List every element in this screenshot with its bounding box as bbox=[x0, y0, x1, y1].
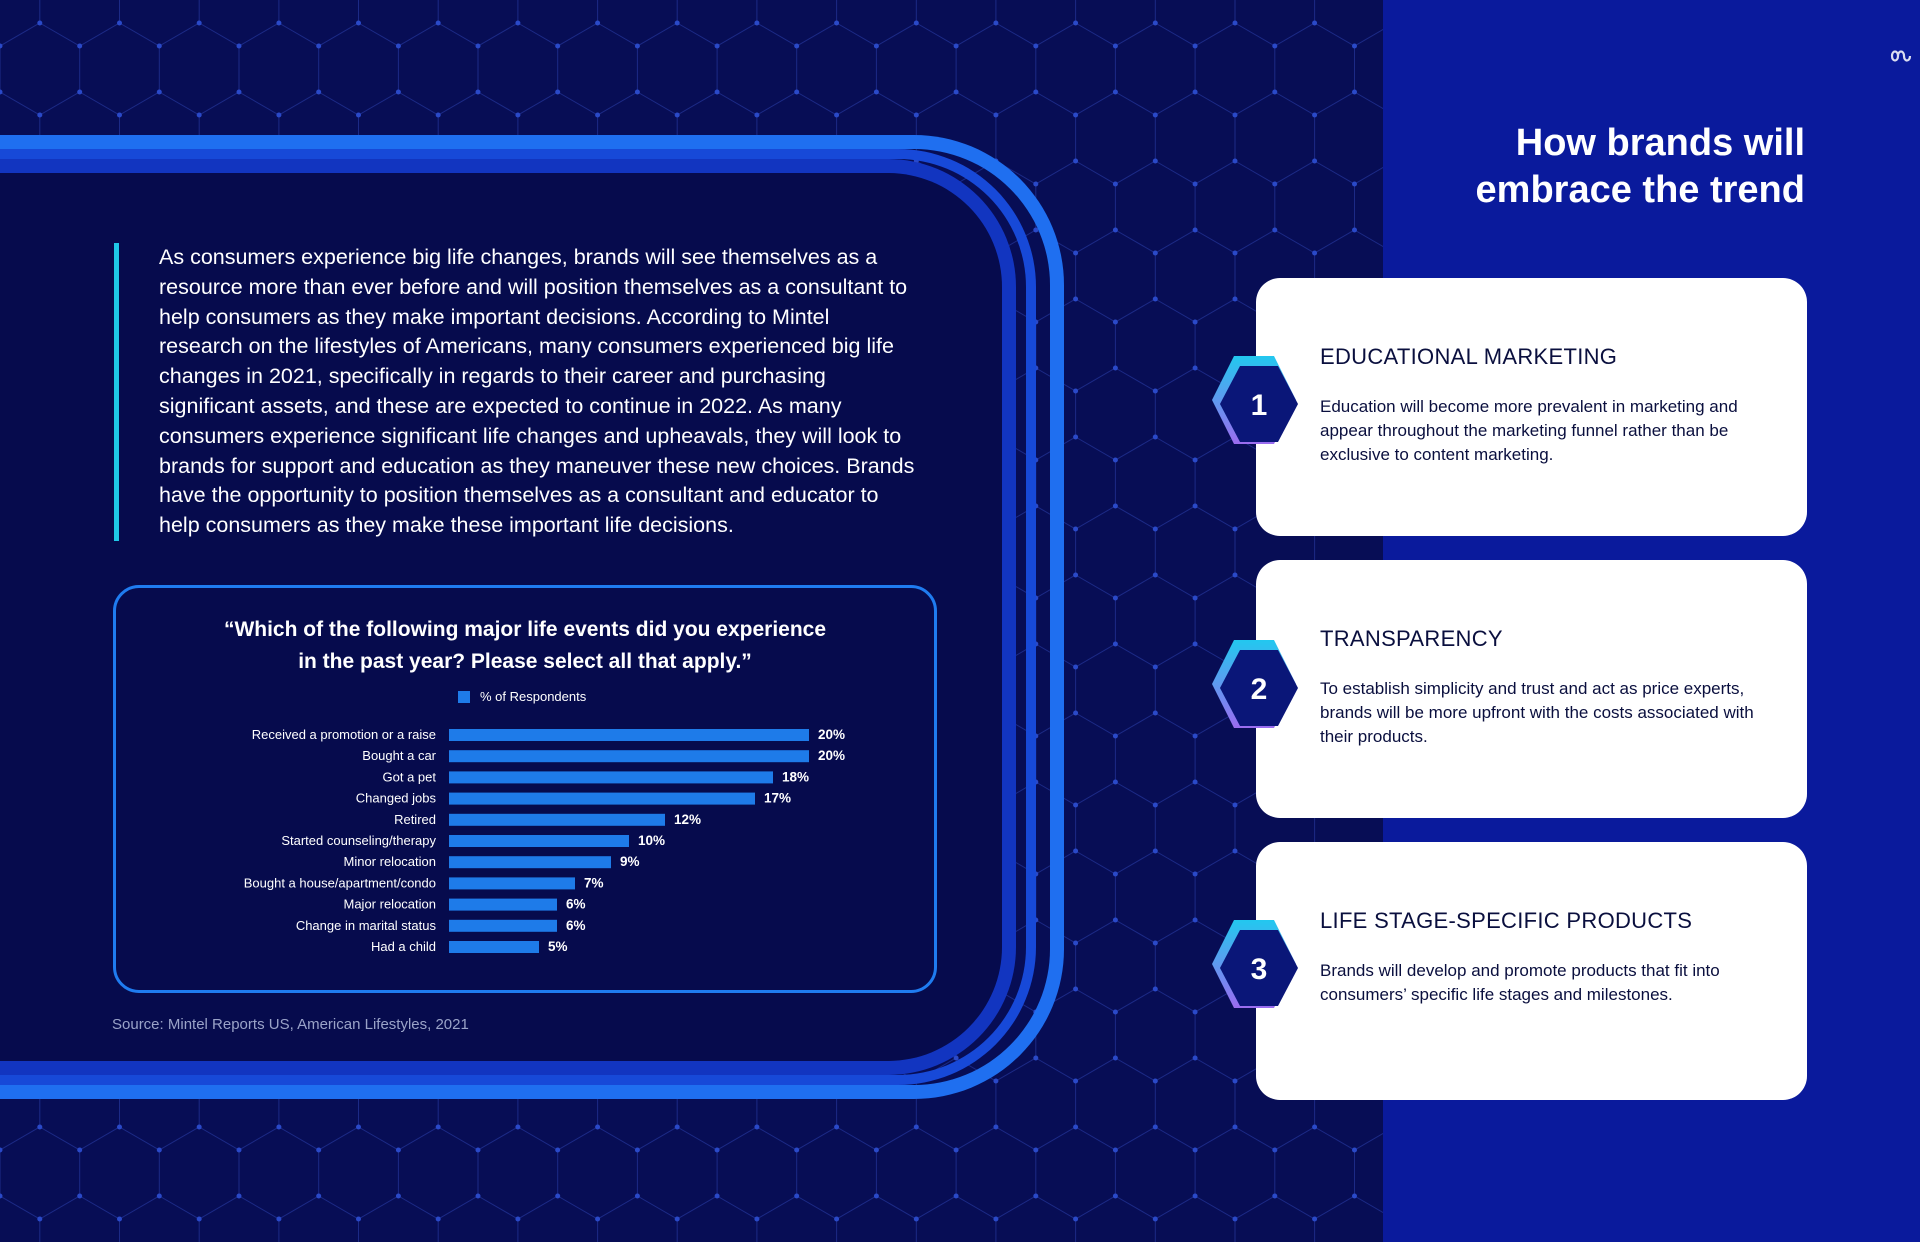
strategy-card-educational-marketing bbox=[1256, 278, 1807, 536]
value-label: 7% bbox=[584, 875, 604, 891]
badge-number: 3 bbox=[1250, 953, 1268, 986]
category-label: Received a promotion or a raise bbox=[251, 727, 436, 742]
legend-label: % of Respondents bbox=[480, 689, 587, 704]
card-title: EDUCATIONAL MARKETING bbox=[1320, 344, 1618, 369]
category-label: Retired bbox=[394, 811, 436, 827]
category-label: Minor relocation bbox=[343, 854, 436, 870]
card-title: LIFE STAGE-SPECIFIC PRODUCTS bbox=[1320, 908, 1693, 933]
category-label: Got a pet bbox=[382, 769, 436, 785]
section-heading bbox=[1440, 120, 1805, 214]
number-badge-2 bbox=[1200, 636, 1304, 740]
value-label: 10% bbox=[638, 833, 666, 848]
card-text: Brands will develop and promote products that fit into consumers’ specific life stages and milestones. bbox=[1320, 961, 1720, 1004]
value-label: 20% bbox=[818, 748, 846, 764]
category-label: Major relocation bbox=[343, 896, 436, 912]
intro-quote-block bbox=[114, 243, 915, 541]
bar bbox=[449, 941, 539, 953]
strategy-card-life-stage-products bbox=[1256, 842, 1807, 1100]
intro-paragraph: As consumers experience big life changes, brands will see themselves as a resource more than ever before and will position themselves as a consultant to help consumers as they make important decisions. According to Mintel research on the lifestyles of Americans, many consumers experienced big life changes in 2021, specifically in regards to their career and purchasing significant assets, and these are expected to continue in 2022. As many consumers experience significant life changes and upheavals, they will look to brands for support and education as they maneuver these new choices. Brands have the opportunity to position themselves as a consultant and educator to help consumers as they make these important life decisions. bbox=[159, 245, 915, 538]
card-title: TRANSPARENCY bbox=[1320, 626, 1503, 651]
survey-chart bbox=[113, 585, 937, 993]
section-heading-line-1: How brands will bbox=[1515, 122, 1805, 164]
infinity-logo-icon bbox=[1890, 46, 1920, 66]
section-heading-line-2: embrace the trend bbox=[1475, 169, 1805, 211]
category-label: Bought a car bbox=[362, 748, 436, 764]
bar bbox=[449, 729, 809, 741]
category-label: Had a child bbox=[370, 939, 436, 954]
card-text: To establish simplicity and trust and act as price experts, brands will be more upfront with the costs associated with their products. bbox=[1320, 679, 1754, 746]
bar bbox=[449, 856, 611, 868]
chart-title-line-1: “Which of the following major life events did you experience bbox=[223, 618, 827, 641]
bar bbox=[449, 877, 575, 889]
bar bbox=[449, 793, 755, 805]
bar bbox=[449, 814, 665, 826]
value-label: 5% bbox=[548, 939, 568, 954]
bar bbox=[449, 750, 809, 762]
category-label: Changed jobs bbox=[355, 790, 436, 806]
chart-title-line-2: in the past year? Please select all that apply.” bbox=[298, 650, 752, 673]
bar-chart-plot bbox=[116, 588, 934, 990]
number-badge-1 bbox=[1200, 352, 1304, 456]
number-badge-3 bbox=[1200, 916, 1304, 1020]
category-label: Bought a house/apartment/condo bbox=[243, 875, 436, 891]
bar bbox=[449, 835, 629, 847]
badge-number: 1 bbox=[1250, 389, 1268, 422]
value-label: 12% bbox=[674, 811, 702, 827]
source-note: Source: Mintel Reports US, American Lifestyles, 2021 bbox=[112, 1016, 469, 1033]
value-label: 18% bbox=[782, 769, 810, 785]
value-label: 9% bbox=[620, 854, 640, 870]
value-label: 6% bbox=[566, 896, 586, 912]
category-label: Started counseling/therapy bbox=[281, 833, 436, 848]
value-label: 17% bbox=[764, 790, 792, 806]
strategy-card-transparency bbox=[1256, 560, 1807, 818]
value-label: 6% bbox=[566, 917, 586, 933]
value-label: 20% bbox=[818, 727, 846, 742]
bar bbox=[449, 899, 557, 911]
bar bbox=[449, 920, 557, 932]
bar bbox=[449, 771, 773, 783]
card-text: Education will become more prevalent in marketing and appear throughout the marketing funnel rather than be exclusive to content marketing. bbox=[1320, 397, 1738, 464]
category-label: Change in marital status bbox=[295, 917, 436, 933]
badge-number: 2 bbox=[1250, 673, 1268, 706]
